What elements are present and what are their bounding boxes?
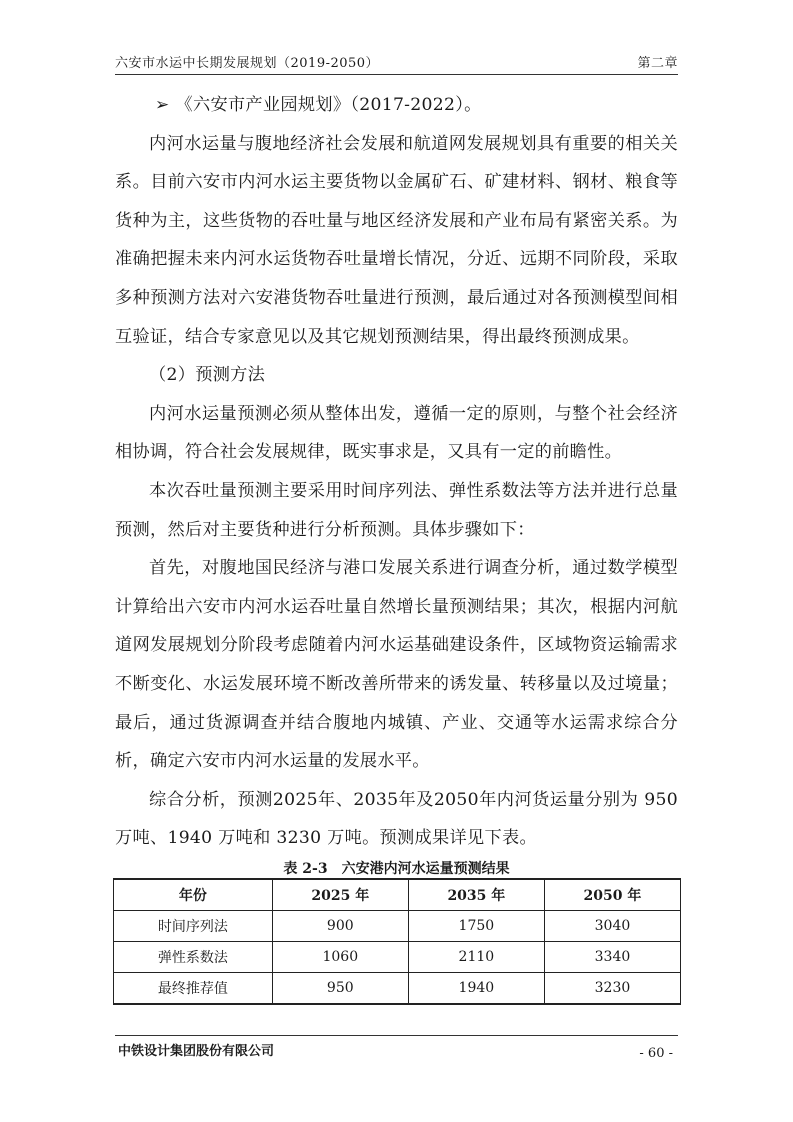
bullet-text: 《六安市产业园规划》（2017-2022）。	[175, 95, 482, 115]
paragraph-relation: 内河水运量与腹地经济社会发展和航道网发展规划具有重要的相关关系。目前六安市内河水运主要货物以金属矿石、矿建材料、钢材、粮食等货种为主，这些货物的吞吐量与地区经济发展和产业布局有紧密关系。为准确把握未来内河水运货物吞吐量增长情况，分近、远期不同阶段，采取多种预测方法对六安港货物吞吐量进行预测，最后通过对各预测模型间相互验证，结合专家意见以及其它规划预测结果，得出最终预测成果。	[115, 133, 678, 347]
main-content	[115, 86, 678, 858]
column-header: 年份	[114, 879, 273, 911]
table-row	[114, 911, 681, 942]
paragraph-principle: 内河水运量预测必须从整体出发，遵循一定的原则，与整个社会经济相协调，符合社会发展规律，既实事求是，又具有一定的前瞻性。	[115, 403, 678, 463]
table-cell: 弹性系数法	[114, 942, 273, 973]
column-header: 2050 年	[544, 879, 680, 911]
chapter-label: 第二章	[637, 56, 678, 71]
table-cell: 时间序列法	[114, 911, 273, 942]
table-cell: 1940	[408, 973, 544, 1005]
table-cell: 3040	[544, 911, 680, 942]
table-row	[114, 973, 681, 1005]
footer-divider	[115, 1035, 678, 1036]
paragraph-summary: 综合分析，预测2025年、2035年及2050年内河货运量分别为 950万吨、1940 万吨和 3230 万吨。预测成果详见下表。	[115, 789, 678, 849]
table-caption: 表 2-3 六安港内河水运量预测结果	[283, 861, 510, 877]
table-cell: 1060	[272, 942, 408, 973]
page-header	[115, 52, 678, 74]
table-cell: 3340	[544, 942, 680, 973]
table-cell: 900	[272, 911, 408, 942]
table-cell: 3230	[544, 973, 680, 1005]
table-cell: 最终推荐值	[114, 973, 273, 1005]
forecast-table	[113, 878, 681, 1005]
header-divider	[115, 74, 678, 75]
table-cell: 1750	[408, 911, 544, 942]
column-header: 2035 年	[408, 879, 544, 911]
bullet-arrow-icon: ➢	[155, 95, 170, 115]
document-title: 六安市水运中长期发展规划（2019-2050）	[115, 56, 380, 71]
table-cell: 950	[272, 973, 408, 1005]
table-row	[114, 942, 681, 973]
section-heading: （2）预测方法	[149, 365, 266, 386]
table-cell: 2110	[408, 942, 544, 973]
paragraph-steps: 首先，对腹地国民经济与港口发展关系进行调查分析，通过数学模型计算给出六安市内河水运吞吐量自然增长量预测结果；其次，根据内河航道网发展规划分阶段考虑随着内河水运基础建设条件，区域物资运输需求不断变化、水运发展环境不断改善所带来的诱发量、转移量以及过境量；最后，通过货源调查并结合腹地内城镇、产业、交通等水运需求综合分析，确定六安市内河水运量的发展水平。	[115, 558, 678, 772]
company-name: 中铁设计集团股份有限公司	[118, 1044, 275, 1059]
paragraph-methods: 本次吞吐量预测主要采用时间序列法、弹性系数法等方法并进行总量预测，然后对主要货种进行分析预测。具体步骤如下：	[115, 480, 678, 540]
column-header: 2025 年	[272, 879, 408, 911]
table-header-row	[114, 879, 681, 911]
page-number: - 60 -	[639, 1046, 673, 1061]
bullet-item	[115, 86, 678, 125]
